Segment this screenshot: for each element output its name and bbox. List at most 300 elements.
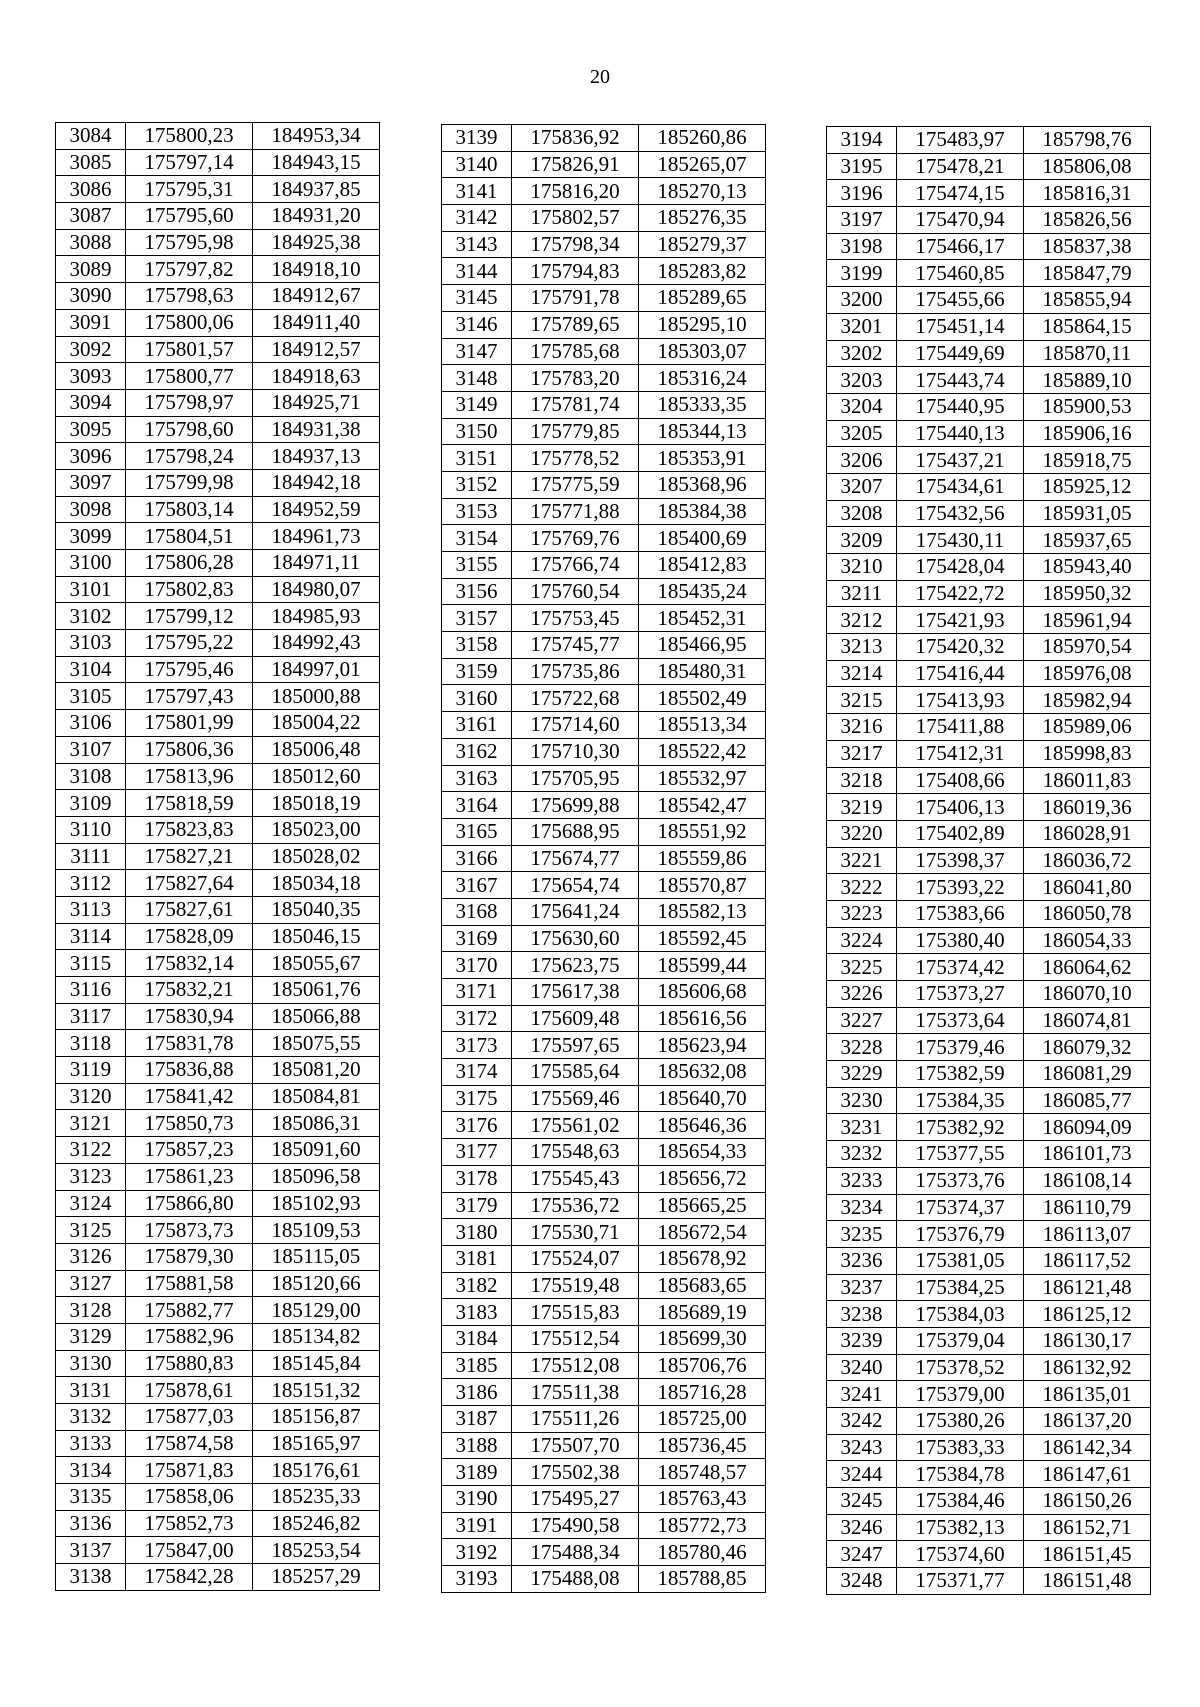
- y-coordinate-cell: 186108,14: [1024, 1167, 1151, 1194]
- y-coordinate-cell: 185582,13: [639, 898, 766, 925]
- table-row: [442, 1245, 766, 1272]
- table-row: [56, 283, 380, 310]
- table-row: [56, 977, 380, 1004]
- point-number-cell: 3100: [56, 550, 126, 577]
- x-coordinate-cell: 175495,27: [512, 1486, 639, 1513]
- point-number-cell: 3095: [56, 416, 126, 443]
- x-coordinate-cell: 175488,34: [512, 1539, 639, 1566]
- x-coordinate-cell: 175371,77: [897, 1568, 1024, 1595]
- x-coordinate-cell: 175383,33: [897, 1434, 1024, 1461]
- point-number-cell: 3215: [827, 687, 897, 714]
- y-coordinate-cell: 185018,19: [253, 790, 380, 817]
- point-number-cell: 3131: [56, 1377, 126, 1404]
- x-coordinate-cell: 175569,46: [512, 1085, 639, 1112]
- point-number-cell: 3167: [442, 872, 512, 899]
- y-coordinate-cell: 186011,83: [1024, 767, 1151, 794]
- y-coordinate-cell: 185918,75: [1024, 447, 1151, 474]
- y-coordinate-cell: 186151,48: [1024, 1568, 1151, 1595]
- x-coordinate-cell: 175408,66: [897, 767, 1024, 794]
- point-number-cell: 3194: [827, 127, 897, 154]
- table-row: [56, 843, 380, 870]
- table-row: [56, 683, 380, 710]
- point-number-cell: 3144: [442, 258, 512, 285]
- point-number-cell: 3209: [827, 527, 897, 554]
- point-number-cell: 3207: [827, 473, 897, 500]
- table-row: [827, 1434, 1151, 1461]
- y-coordinate-cell: 185260,86: [639, 125, 766, 152]
- y-coordinate-cell: 185091,60: [253, 1137, 380, 1164]
- table-row: [56, 523, 380, 550]
- x-coordinate-cell: 175416,44: [897, 660, 1024, 687]
- x-coordinate-cell: 175798,97: [126, 389, 253, 416]
- y-coordinate-cell: 186085,77: [1024, 1087, 1151, 1114]
- point-number-cell: 3148: [442, 365, 512, 392]
- table-row: [827, 1514, 1151, 1541]
- y-coordinate-cell: 185570,87: [639, 872, 766, 899]
- table-row: [56, 950, 380, 977]
- point-number-cell: 3213: [827, 634, 897, 661]
- x-coordinate-cell: 175466,17: [897, 233, 1024, 260]
- y-coordinate-cell: 185316,24: [639, 365, 766, 392]
- x-coordinate-cell: 175502,38: [512, 1459, 639, 1486]
- coordinate-table-2: [441, 124, 766, 1593]
- x-coordinate-cell: 175413,93: [897, 687, 1024, 714]
- y-coordinate-cell: 185384,38: [639, 498, 766, 525]
- x-coordinate-cell: 175460,85: [897, 260, 1024, 287]
- x-coordinate-cell: 175798,60: [126, 416, 253, 443]
- table-row: [56, 229, 380, 256]
- x-coordinate-cell: 175789,65: [512, 311, 639, 338]
- table-row: [827, 660, 1151, 687]
- table-row: [827, 127, 1151, 154]
- point-number-cell: 3193: [442, 1566, 512, 1593]
- table-row: [442, 765, 766, 792]
- table-row: [56, 1003, 380, 1030]
- x-coordinate-cell: 175440,13: [897, 420, 1024, 447]
- table-row: [56, 1243, 380, 1270]
- y-coordinate-cell: 185000,88: [253, 683, 380, 710]
- table-row: [442, 738, 766, 765]
- y-coordinate-cell: 185900,53: [1024, 393, 1151, 420]
- point-number-cell: 3238: [827, 1301, 897, 1328]
- point-number-cell: 3150: [442, 418, 512, 445]
- point-number-cell: 3108: [56, 763, 126, 790]
- point-number-cell: 3116: [56, 977, 126, 1004]
- table-row: [827, 927, 1151, 954]
- point-number-cell: 3195: [827, 153, 897, 180]
- point-number-cell: 3117: [56, 1003, 126, 1030]
- table-row: [827, 1327, 1151, 1354]
- table-row: [442, 471, 766, 498]
- table-row: [56, 1217, 380, 1244]
- x-coordinate-cell: 175798,63: [126, 283, 253, 310]
- y-coordinate-cell: 185542,47: [639, 792, 766, 819]
- table-row: [442, 125, 766, 152]
- x-coordinate-cell: 175381,05: [897, 1247, 1024, 1274]
- y-coordinate-cell: 185623,94: [639, 1032, 766, 1059]
- point-number-cell: 3180: [442, 1219, 512, 1246]
- point-number-cell: 3090: [56, 283, 126, 310]
- y-coordinate-cell: 185864,15: [1024, 313, 1151, 340]
- y-coordinate-cell: 184997,01: [253, 656, 380, 683]
- y-coordinate-cell: 184953,34: [253, 123, 380, 150]
- table-row: [56, 1163, 380, 1190]
- x-coordinate-cell: 175512,54: [512, 1325, 639, 1352]
- y-coordinate-cell: 185006,48: [253, 736, 380, 763]
- y-coordinate-cell: 185412,83: [639, 552, 766, 579]
- table-row: [56, 496, 380, 523]
- point-number-cell: 3202: [827, 340, 897, 367]
- table-row: [442, 605, 766, 632]
- table-row: [827, 1541, 1151, 1568]
- point-number-cell: 3114: [56, 923, 126, 950]
- x-coordinate-cell: 175827,21: [126, 843, 253, 870]
- point-number-cell: 3171: [442, 979, 512, 1006]
- table-row: [56, 1270, 380, 1297]
- table-row: [56, 1030, 380, 1057]
- y-coordinate-cell: 186125,12: [1024, 1301, 1151, 1328]
- table-row: [827, 153, 1151, 180]
- x-coordinate-cell: 175881,58: [126, 1270, 253, 1297]
- table-row: [56, 1057, 380, 1084]
- point-number-cell: 3166: [442, 845, 512, 872]
- table-row: [827, 1087, 1151, 1114]
- table-row: [827, 1034, 1151, 1061]
- y-coordinate-cell: 185055,67: [253, 950, 380, 977]
- point-number-cell: 3118: [56, 1030, 126, 1057]
- x-coordinate-cell: 175783,20: [512, 365, 639, 392]
- x-coordinate-cell: 175852,73: [126, 1510, 253, 1537]
- table-row: [56, 309, 380, 336]
- point-number-cell: 3246: [827, 1514, 897, 1541]
- x-coordinate-cell: 175412,31: [897, 740, 1024, 767]
- point-number-cell: 3197: [827, 207, 897, 234]
- x-coordinate-cell: 175377,55: [897, 1141, 1024, 1168]
- y-coordinate-cell: 185246,82: [253, 1510, 380, 1537]
- x-coordinate-cell: 175771,88: [512, 498, 639, 525]
- table-row: [827, 1141, 1151, 1168]
- point-number-cell: 3205: [827, 420, 897, 447]
- y-coordinate-cell: 185004,22: [253, 710, 380, 737]
- table-row: [827, 1274, 1151, 1301]
- x-coordinate-cell: 175420,32: [897, 634, 1024, 661]
- y-coordinate-cell: 185532,97: [639, 765, 766, 792]
- table-row: [56, 736, 380, 763]
- point-number-cell: 3178: [442, 1165, 512, 1192]
- table-row: [827, 767, 1151, 794]
- table-row: [827, 794, 1151, 821]
- x-coordinate-cell: 175799,12: [126, 603, 253, 630]
- table-row: [827, 1408, 1151, 1435]
- x-coordinate-cell: 175512,08: [512, 1352, 639, 1379]
- point-number-cell: 3097: [56, 469, 126, 496]
- table-row: [442, 1459, 766, 1486]
- y-coordinate-cell: 186081,29: [1024, 1061, 1151, 1088]
- table-row: [56, 363, 380, 390]
- table-row: [442, 1432, 766, 1459]
- table-row: [827, 687, 1151, 714]
- table-row: [56, 256, 380, 283]
- y-coordinate-cell: 184911,40: [253, 309, 380, 336]
- x-coordinate-cell: 175530,71: [512, 1219, 639, 1246]
- table-row: [827, 340, 1151, 367]
- y-coordinate-cell: 184937,85: [253, 176, 380, 203]
- point-number-cell: 3236: [827, 1247, 897, 1274]
- point-number-cell: 3228: [827, 1034, 897, 1061]
- point-number-cell: 3172: [442, 1005, 512, 1032]
- point-number-cell: 3160: [442, 685, 512, 712]
- point-number-cell: 3122: [56, 1137, 126, 1164]
- x-coordinate-cell: 175801,99: [126, 710, 253, 737]
- x-coordinate-cell: 175422,72: [897, 580, 1024, 607]
- point-number-cell: 3089: [56, 256, 126, 283]
- x-coordinate-cell: 175857,23: [126, 1137, 253, 1164]
- table-row: [827, 313, 1151, 340]
- y-coordinate-cell: 185276,35: [639, 205, 766, 232]
- table-row: [442, 792, 766, 819]
- point-number-cell: 3146: [442, 311, 512, 338]
- y-coordinate-cell: 185780,46: [639, 1539, 766, 1566]
- x-coordinate-cell: 175545,43: [512, 1165, 639, 1192]
- page-number: 20: [590, 66, 610, 88]
- point-number-cell: 3248: [827, 1568, 897, 1595]
- x-coordinate-cell: 175443,74: [897, 367, 1024, 394]
- table-row: [827, 500, 1151, 527]
- point-number-cell: 3239: [827, 1327, 897, 1354]
- x-coordinate-cell: 175490,58: [512, 1512, 639, 1539]
- y-coordinate-cell: 185120,66: [253, 1270, 380, 1297]
- x-coordinate-cell: 175688,95: [512, 818, 639, 845]
- x-coordinate-cell: 175382,59: [897, 1061, 1024, 1088]
- point-number-cell: 3204: [827, 393, 897, 420]
- table-row: [827, 1167, 1151, 1194]
- point-number-cell: 3129: [56, 1323, 126, 1350]
- point-number-cell: 3241: [827, 1381, 897, 1408]
- x-coordinate-cell: 175478,21: [897, 153, 1024, 180]
- table-row: [56, 1430, 380, 1457]
- y-coordinate-cell: 185943,40: [1024, 554, 1151, 581]
- y-coordinate-cell: 184980,07: [253, 576, 380, 603]
- x-coordinate-cell: 175488,08: [512, 1566, 639, 1593]
- point-number-cell: 3124: [56, 1190, 126, 1217]
- table-row: [442, 1406, 766, 1433]
- x-coordinate-cell: 175841,42: [126, 1083, 253, 1110]
- y-coordinate-cell: 185040,35: [253, 896, 380, 923]
- y-coordinate-cell: 184918,10: [253, 256, 380, 283]
- table-row: [827, 447, 1151, 474]
- y-coordinate-cell: 185847,79: [1024, 260, 1151, 287]
- point-number-cell: 3216: [827, 714, 897, 741]
- point-number-cell: 3155: [442, 552, 512, 579]
- point-number-cell: 3140: [442, 151, 512, 178]
- y-coordinate-cell: 186132,92: [1024, 1354, 1151, 1381]
- x-coordinate-cell: 175799,98: [126, 469, 253, 496]
- point-number-cell: 3203: [827, 367, 897, 394]
- table-row: [442, 1325, 766, 1352]
- y-coordinate-cell: 185333,35: [639, 391, 766, 418]
- y-coordinate-cell: 185816,31: [1024, 180, 1151, 207]
- x-coordinate-cell: 175830,94: [126, 1003, 253, 1030]
- point-number-cell: 3226: [827, 981, 897, 1008]
- y-coordinate-cell: 185165,97: [253, 1430, 380, 1457]
- table-row: [442, 285, 766, 312]
- y-coordinate-cell: 185551,92: [639, 818, 766, 845]
- x-coordinate-cell: 175449,69: [897, 340, 1024, 367]
- table-row: [56, 1350, 380, 1377]
- table-row: [827, 634, 1151, 661]
- x-coordinate-cell: 175836,88: [126, 1057, 253, 1084]
- table-row: [442, 1352, 766, 1379]
- y-coordinate-cell: 186150,26: [1024, 1488, 1151, 1515]
- x-coordinate-cell: 175380,40: [897, 927, 1024, 954]
- x-coordinate-cell: 175735,86: [512, 658, 639, 685]
- table-row: [56, 1297, 380, 1324]
- y-coordinate-cell: 185235,33: [253, 1484, 380, 1511]
- y-coordinate-cell: 185646,36: [639, 1112, 766, 1139]
- table-row: [56, 203, 380, 230]
- table-row: [442, 418, 766, 445]
- y-coordinate-cell: 185689,19: [639, 1299, 766, 1326]
- y-coordinate-cell: 185176,61: [253, 1457, 380, 1484]
- table-row: [442, 925, 766, 952]
- point-number-cell: 3127: [56, 1270, 126, 1297]
- point-number-cell: 3139: [442, 125, 512, 152]
- x-coordinate-cell: 175641,24: [512, 898, 639, 925]
- table-row: [827, 847, 1151, 874]
- point-number-cell: 3198: [827, 233, 897, 260]
- x-coordinate-cell: 175802,57: [512, 205, 639, 232]
- y-coordinate-cell: 185353,91: [639, 445, 766, 472]
- point-number-cell: 3093: [56, 363, 126, 390]
- point-number-cell: 3219: [827, 794, 897, 821]
- table-row: [827, 1194, 1151, 1221]
- table-row: [56, 576, 380, 603]
- point-number-cell: 3132: [56, 1404, 126, 1431]
- y-coordinate-cell: 186152,71: [1024, 1514, 1151, 1541]
- point-number-cell: 3138: [56, 1564, 126, 1591]
- y-coordinate-cell: 186142,34: [1024, 1434, 1151, 1461]
- table-row: [827, 1221, 1151, 1248]
- x-coordinate-cell: 175437,21: [897, 447, 1024, 474]
- y-coordinate-cell: 185435,24: [639, 578, 766, 605]
- point-number-cell: 3170: [442, 952, 512, 979]
- table-row: [442, 178, 766, 205]
- point-number-cell: 3091: [56, 309, 126, 336]
- y-coordinate-cell: 186121,48: [1024, 1274, 1151, 1301]
- table-row: [442, 898, 766, 925]
- x-coordinate-cell: 175455,66: [897, 287, 1024, 314]
- x-coordinate-cell: 175877,03: [126, 1404, 253, 1431]
- point-number-cell: 3181: [442, 1245, 512, 1272]
- point-number-cell: 3121: [56, 1110, 126, 1137]
- x-coordinate-cell: 175832,21: [126, 977, 253, 1004]
- x-coordinate-cell: 175831,78: [126, 1030, 253, 1057]
- table-row: [56, 763, 380, 790]
- point-number-cell: 3230: [827, 1087, 897, 1114]
- y-coordinate-cell: 185870,11: [1024, 340, 1151, 367]
- y-coordinate-cell: 186130,17: [1024, 1327, 1151, 1354]
- x-coordinate-cell: 175515,83: [512, 1299, 639, 1326]
- table-row: [56, 1110, 380, 1137]
- y-coordinate-cell: 185086,31: [253, 1110, 380, 1137]
- table-row: [56, 603, 380, 630]
- y-coordinate-cell: 185925,12: [1024, 473, 1151, 500]
- x-coordinate-cell: 175781,74: [512, 391, 639, 418]
- y-coordinate-cell: 185889,10: [1024, 367, 1151, 394]
- y-coordinate-cell: 185344,13: [639, 418, 766, 445]
- table-row: [827, 287, 1151, 314]
- x-coordinate-cell: 175411,88: [897, 714, 1024, 741]
- point-number-cell: 3245: [827, 1488, 897, 1515]
- x-coordinate-cell: 175858,06: [126, 1484, 253, 1511]
- x-coordinate-cell: 175753,45: [512, 605, 639, 632]
- point-number-cell: 3154: [442, 525, 512, 552]
- table-row: [827, 1114, 1151, 1141]
- coordinate-table-3: [826, 126, 1151, 1595]
- table-row: [827, 260, 1151, 287]
- table-row: [827, 1568, 1151, 1595]
- table-row: [442, 552, 766, 579]
- table-row: [442, 1299, 766, 1326]
- x-coordinate-cell: 175519,48: [512, 1272, 639, 1299]
- table-row: [442, 952, 766, 979]
- y-coordinate-cell: 185906,16: [1024, 420, 1151, 447]
- x-coordinate-cell: 175536,72: [512, 1192, 639, 1219]
- x-coordinate-cell: 175402,89: [897, 820, 1024, 847]
- point-number-cell: 3179: [442, 1192, 512, 1219]
- point-number-cell: 3099: [56, 523, 126, 550]
- x-coordinate-cell: 175813,96: [126, 763, 253, 790]
- x-coordinate-cell: 175373,76: [897, 1167, 1024, 1194]
- y-coordinate-cell: 185683,65: [639, 1272, 766, 1299]
- y-coordinate-cell: 185559,86: [639, 845, 766, 872]
- x-coordinate-cell: 175769,76: [512, 525, 639, 552]
- x-coordinate-cell: 175699,88: [512, 792, 639, 819]
- y-coordinate-cell: 185466,95: [639, 632, 766, 659]
- x-coordinate-cell: 175795,98: [126, 229, 253, 256]
- table-row: [827, 1381, 1151, 1408]
- point-number-cell: 3147: [442, 338, 512, 365]
- y-coordinate-cell: 184931,20: [253, 203, 380, 230]
- table-row: [442, 1085, 766, 1112]
- x-coordinate-cell: 175379,46: [897, 1034, 1024, 1061]
- x-coordinate-cell: 175384,78: [897, 1461, 1024, 1488]
- table-row: [442, 365, 766, 392]
- x-coordinate-cell: 175609,48: [512, 1005, 639, 1032]
- x-coordinate-cell: 175760,54: [512, 578, 639, 605]
- point-number-cell: 3199: [827, 260, 897, 287]
- x-coordinate-cell: 175794,83: [512, 258, 639, 285]
- table-row: [827, 420, 1151, 447]
- table-row: [442, 1139, 766, 1166]
- table-row: [56, 149, 380, 176]
- y-coordinate-cell: 185998,83: [1024, 740, 1151, 767]
- point-number-cell: 3200: [827, 287, 897, 314]
- y-coordinate-cell: 185061,76: [253, 977, 380, 1004]
- point-number-cell: 3191: [442, 1512, 512, 1539]
- point-number-cell: 3244: [827, 1461, 897, 1488]
- x-coordinate-cell: 175816,20: [512, 178, 639, 205]
- y-coordinate-cell: 186151,45: [1024, 1541, 1151, 1568]
- x-coordinate-cell: 175511,26: [512, 1406, 639, 1433]
- x-coordinate-cell: 175384,25: [897, 1274, 1024, 1301]
- y-coordinate-cell: 185748,57: [639, 1459, 766, 1486]
- table-row: [442, 1165, 766, 1192]
- table-row: [442, 1005, 766, 1032]
- point-number-cell: 3103: [56, 630, 126, 657]
- point-number-cell: 3120: [56, 1083, 126, 1110]
- coordinate-table-1: [55, 122, 380, 1591]
